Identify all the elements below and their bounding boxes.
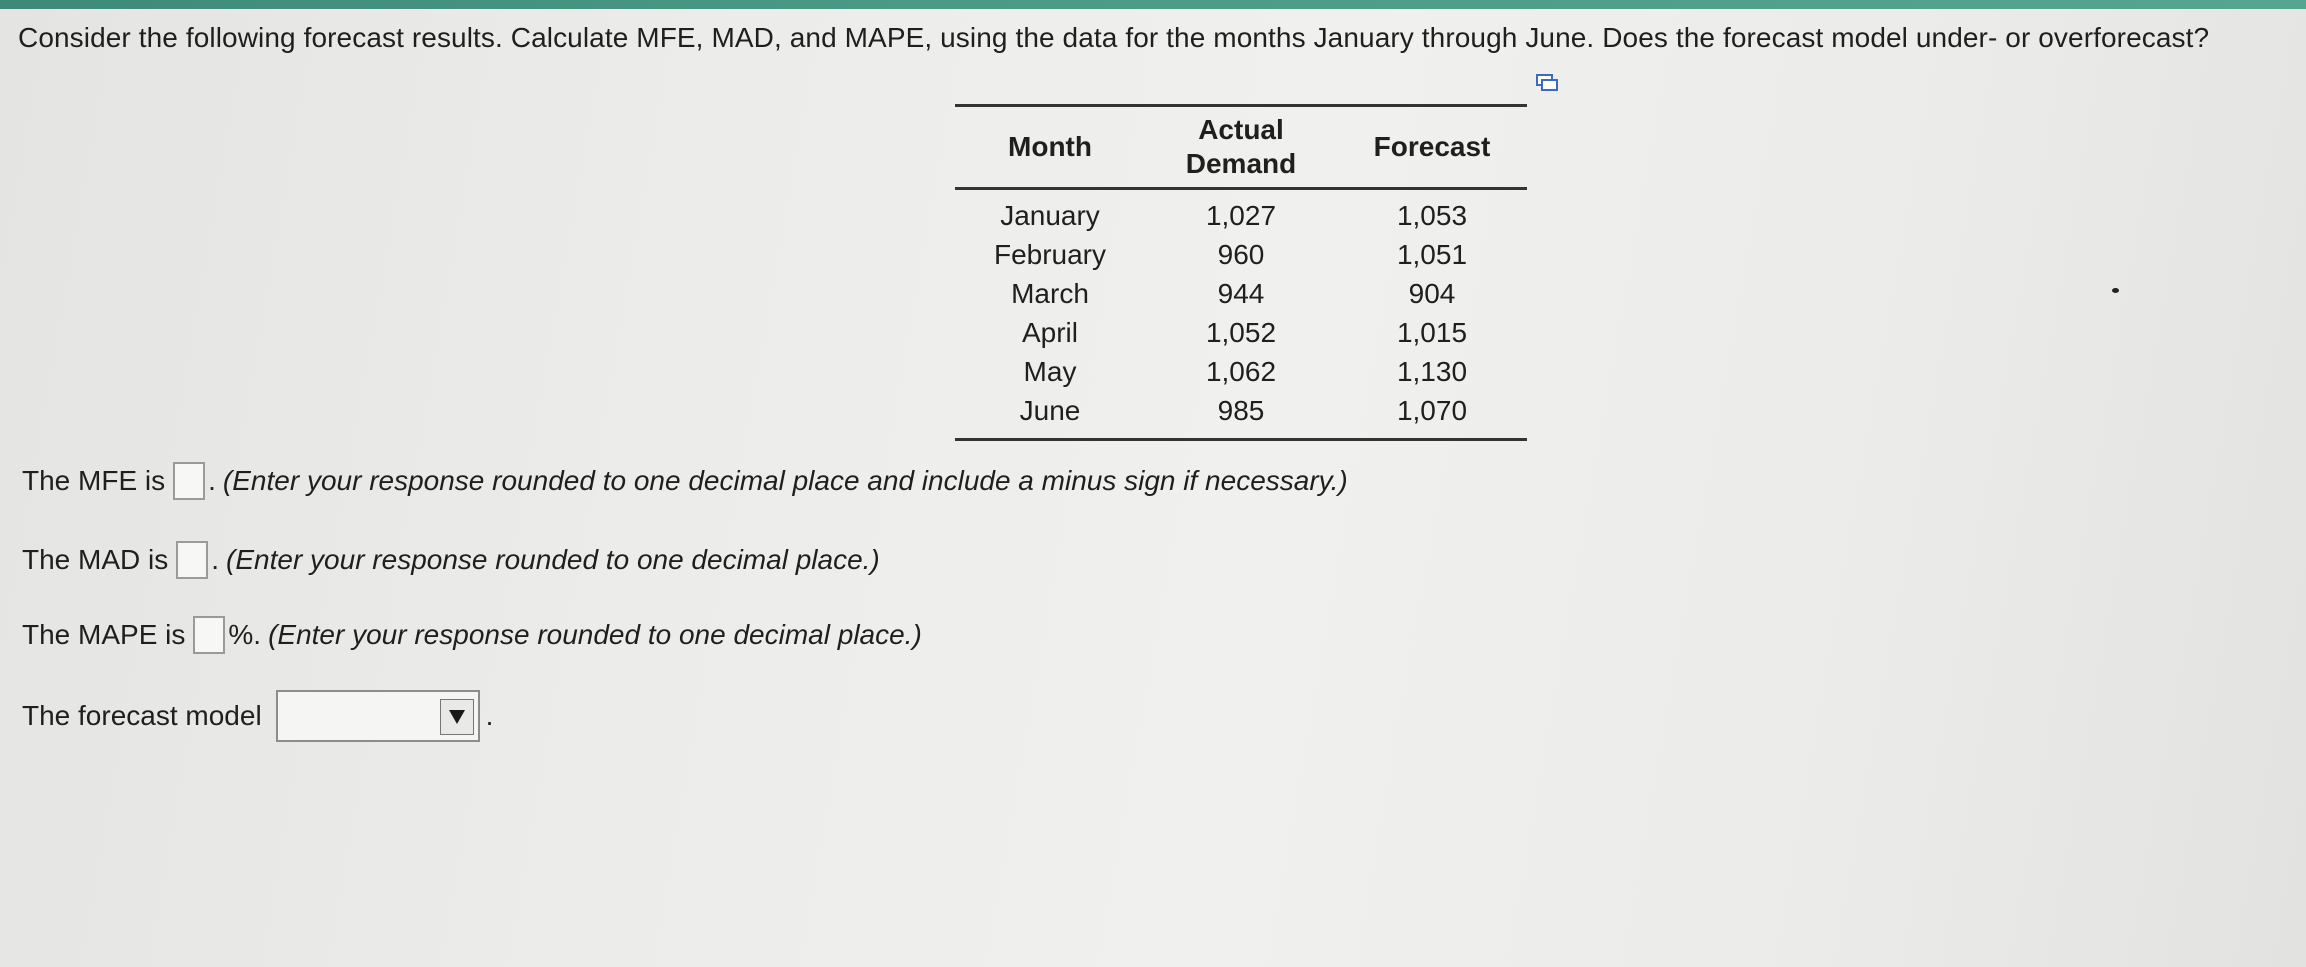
mad-input[interactable] (176, 541, 208, 579)
mad-hint: (Enter your response rounded to one decimal place.) (226, 544, 880, 575)
header-actual-line1: Actual (1198, 114, 1284, 145)
question-text: Consider the following forecast results. Calculate MFE, MAD, and MAPE, using the data for the months January through June. Does the forecast model under- or overforecast? (18, 22, 2210, 53)
surface-speck (2112, 288, 2119, 293)
cell-forecast: 1,053 (1396, 200, 1468, 231)
mfe-label: The MFE is (22, 465, 166, 496)
table-row (955, 352, 1527, 391)
cell-actual: 1,062 (1205, 356, 1277, 387)
header-forecast: Forecast (1373, 131, 1491, 162)
mad-label: The MAD is (22, 544, 169, 575)
mad-answer-line (22, 541, 880, 579)
cell-forecast: 904 (1408, 278, 1456, 309)
table-row (955, 235, 1527, 274)
cell-month: May (1023, 356, 1077, 387)
table-row (955, 189, 1527, 236)
mfe-answer-line (22, 462, 1348, 500)
cell-actual: 985 (1217, 395, 1265, 426)
header-actual-line2: Demand (1185, 148, 1297, 179)
forecast-model-suffix: . (485, 700, 494, 731)
table-row (955, 274, 1527, 313)
cell-month: February (993, 239, 1107, 270)
table-row (955, 313, 1527, 352)
cell-actual: 960 (1217, 239, 1265, 270)
mfe-hint: (Enter your response rounded to one decimal place and include a minus sign if necessary.) (222, 465, 1348, 496)
mape-answer-line (22, 616, 922, 654)
header-actual-demand (1145, 106, 1337, 189)
mape-suffix: %. (228, 619, 262, 650)
cell-month: April (1021, 317, 1078, 348)
cell-month: June (1019, 395, 1081, 426)
table-row (955, 391, 1527, 440)
forecast-data-table (955, 104, 1527, 441)
cell-forecast: 1,070 (1396, 395, 1468, 426)
cell-actual: 944 (1217, 278, 1265, 309)
cell-actual: 1,027 (1205, 200, 1277, 231)
forecast-model-label: The forecast model (22, 700, 262, 731)
cell-forecast: 1,051 (1396, 239, 1468, 270)
copy-table-icon[interactable] (1536, 74, 1558, 92)
header-month: Month (1008, 131, 1092, 162)
mape-input[interactable] (193, 616, 225, 654)
mape-label: The MAPE is (22, 619, 186, 650)
cell-actual: 1,052 (1205, 317, 1277, 348)
cell-month: March (1011, 278, 1089, 309)
forecast-model-select[interactable] (276, 690, 480, 742)
cell-forecast: 1,015 (1396, 317, 1468, 348)
forecast-model-line (22, 690, 493, 742)
mape-hint: (Enter your response rounded to one decimal place.) (268, 619, 922, 650)
cell-forecast: 1,130 (1396, 356, 1468, 387)
mfe-input[interactable] (173, 462, 205, 500)
dropdown-arrow-icon[interactable] (440, 699, 474, 735)
table-header-row (955, 106, 1527, 189)
top-accent-bar (0, 0, 2306, 9)
mfe-suffix: . (208, 465, 216, 496)
cell-month: January (1000, 200, 1100, 231)
mad-suffix: . (211, 544, 220, 575)
